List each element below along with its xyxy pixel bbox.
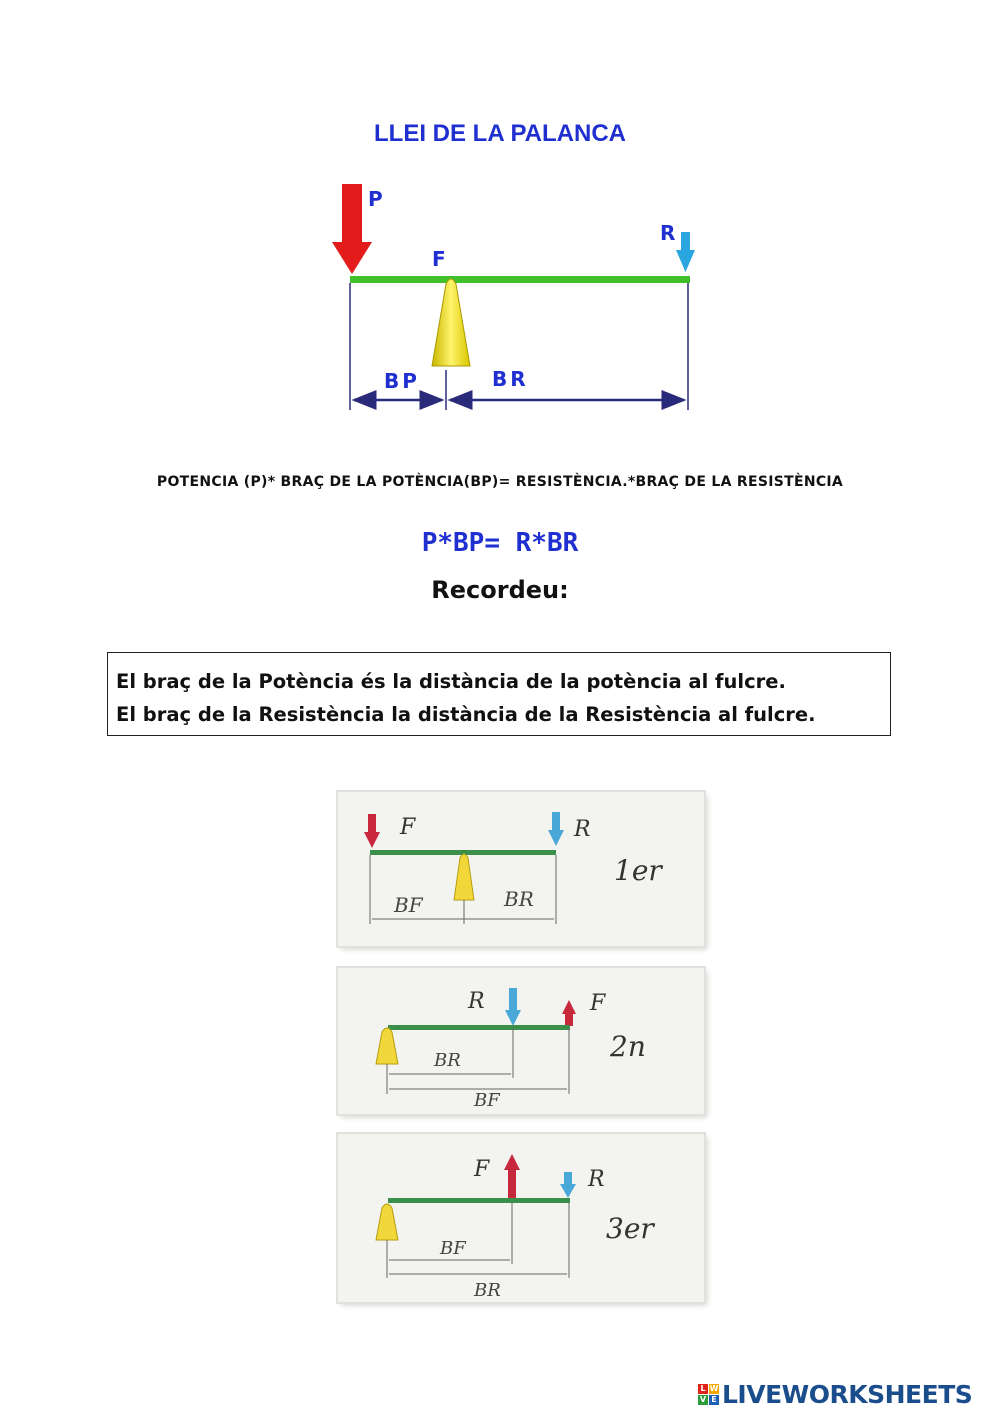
- fulcrum-2: [376, 1028, 398, 1064]
- brand-name: LIVEWORKSHEETS: [722, 1379, 973, 1409]
- main-lever-diagram: [300, 170, 720, 430]
- class-label-2: 2n: [610, 1030, 646, 1063]
- force-label-2: F: [590, 991, 606, 1016]
- arm-label-br-2: BR: [434, 1050, 461, 1071]
- arm-label-bf-2: BF: [474, 1090, 500, 1111]
- resistance-arrow-3: [560, 1184, 576, 1198]
- lever-panel-third-class: [338, 1134, 704, 1302]
- beam: [350, 276, 690, 283]
- fulcrum: [432, 279, 470, 366]
- arm-label-bf-3: BF: [440, 1238, 466, 1259]
- resistance-label-3: R: [588, 1167, 605, 1192]
- force-arrow-3: [508, 1168, 516, 1200]
- lever-panel-first-class: [338, 792, 704, 946]
- fulcrum-1: [454, 854, 474, 900]
- force-label-1: F: [400, 815, 416, 840]
- label-f: F: [432, 247, 446, 271]
- recordeu-heading: Recordeu:: [431, 576, 569, 604]
- liveworksheets-logo: [698, 1376, 972, 1412]
- force-arrow-2: [565, 1012, 573, 1026]
- formula-description: POTENCIA (P)* BRAÇ DE LA POTÈNCIA(BP)= RESISTÈNCIA.*BRAÇ DE LA RESISTÈNCIA: [156, 474, 844, 490]
- resistance-label-2: R: [468, 989, 485, 1014]
- page-title: LLEI DE LA PALANCA: [374, 120, 626, 147]
- logo-badge-icon: L W V E: [699, 1383, 719, 1404]
- class-label-3: 3er: [606, 1212, 654, 1245]
- fulcrum-3: [376, 1204, 398, 1240]
- resistencia-arrow: [676, 232, 695, 272]
- definition-potencia: El braç de la Potència és la distància de la potència al fulcre.: [116, 670, 786, 693]
- resistance-label-1: R: [574, 817, 591, 842]
- label-r: R: [660, 221, 676, 245]
- label-br: BR: [492, 367, 529, 391]
- label-p: P: [368, 187, 383, 211]
- resistance-arrow-2: [505, 1010, 521, 1026]
- label-bp: BP: [384, 369, 420, 393]
- arm-label-br-1: BR: [504, 887, 534, 911]
- arm-label-bf-1: BF: [394, 893, 423, 917]
- lever-panel-second-class: [338, 968, 704, 1114]
- class-label-1: 1er: [614, 854, 662, 887]
- definition-resistencia: El braç de la Resistència la distància de la Resistència al fulcre.: [116, 703, 816, 726]
- beam-3: [388, 1198, 570, 1203]
- arm-label-br-3: BR: [474, 1280, 501, 1301]
- force-arrow-1: [364, 832, 380, 848]
- formula: P*BP= R*BR: [421, 528, 579, 558]
- force-label-3: F: [474, 1157, 490, 1182]
- potencia-arrow: [332, 184, 372, 274]
- resistance-arrow-1: [548, 830, 564, 846]
- beam-2: [388, 1025, 570, 1030]
- definitions-box: [107, 652, 891, 736]
